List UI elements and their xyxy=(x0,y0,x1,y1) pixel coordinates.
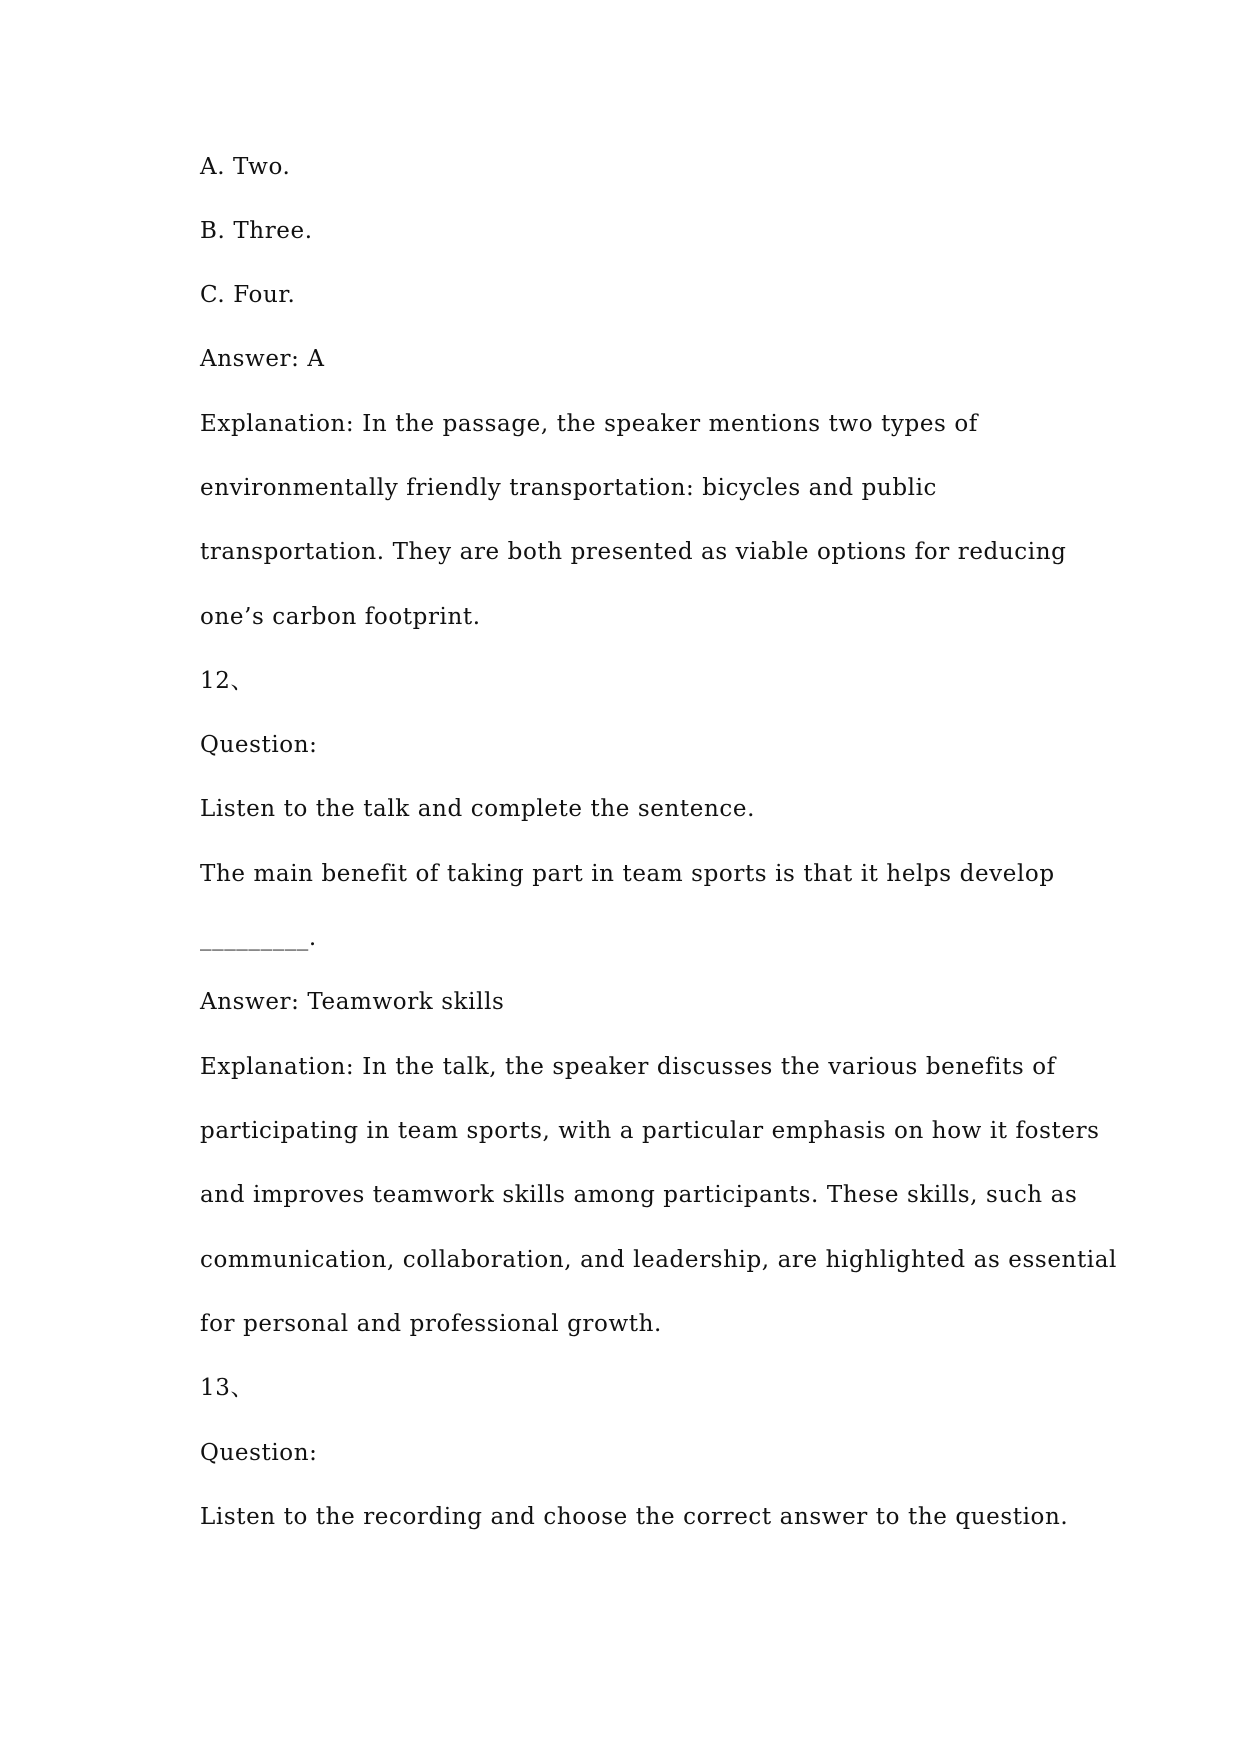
q12-instruction: Listen to the talk and complete the sentence. xyxy=(200,796,755,822)
q12-explanation-line-3: and improves teamwork skills among participants. These skills, such as xyxy=(200,1182,1078,1208)
q12-number: 12、 xyxy=(200,668,255,694)
q13-instruction: Listen to the recording and choose the correct answer to the question. xyxy=(200,1504,1069,1530)
q11-explanation-line-2: environmentally friendly transportation: bicycles and public xyxy=(200,475,938,501)
q12-label: Question: xyxy=(200,732,318,758)
q11-answer: Answer: A xyxy=(200,346,325,372)
option-letter: A. xyxy=(200,154,226,180)
q11-explanation-line-1: Explanation: In the passage, the speaker mentions two types of xyxy=(200,411,978,437)
q13-label: Question: xyxy=(200,1440,318,1466)
q12-explanation-line-1: Explanation: In the talk, the speaker discusses the various benefits of xyxy=(200,1054,1056,1080)
option-text: Four. xyxy=(233,282,296,308)
q12-sentence: The main benefit of taking part in team sports is that it helps develop xyxy=(200,861,1055,887)
q11-explanation-line-4: one’s carbon footprint. xyxy=(200,604,481,630)
option-b xyxy=(200,217,1100,245)
option-a xyxy=(200,153,1100,181)
q12-explanation-line-4: communication, collaboration, and leadership, are highlighted as essential xyxy=(200,1247,1118,1273)
q12-blank: _________. xyxy=(200,925,317,951)
q11-explanation-line-3: transportation. They are both presented as viable options for reducing xyxy=(200,539,1067,565)
q13-number: 13、 xyxy=(200,1375,255,1401)
q12-explanation-line-2: participating in team sports, with a particular emphasis on how it fosters xyxy=(200,1118,1100,1144)
option-c xyxy=(200,281,1100,309)
option-letter: C. xyxy=(200,282,226,308)
option-letter: B. xyxy=(200,218,226,244)
option-text: Three. xyxy=(233,218,313,244)
q12-explanation-line-5: for personal and professional growth. xyxy=(200,1311,662,1337)
option-text: Two. xyxy=(233,154,291,180)
q12-answer: Answer: Teamwork skills xyxy=(200,989,505,1015)
